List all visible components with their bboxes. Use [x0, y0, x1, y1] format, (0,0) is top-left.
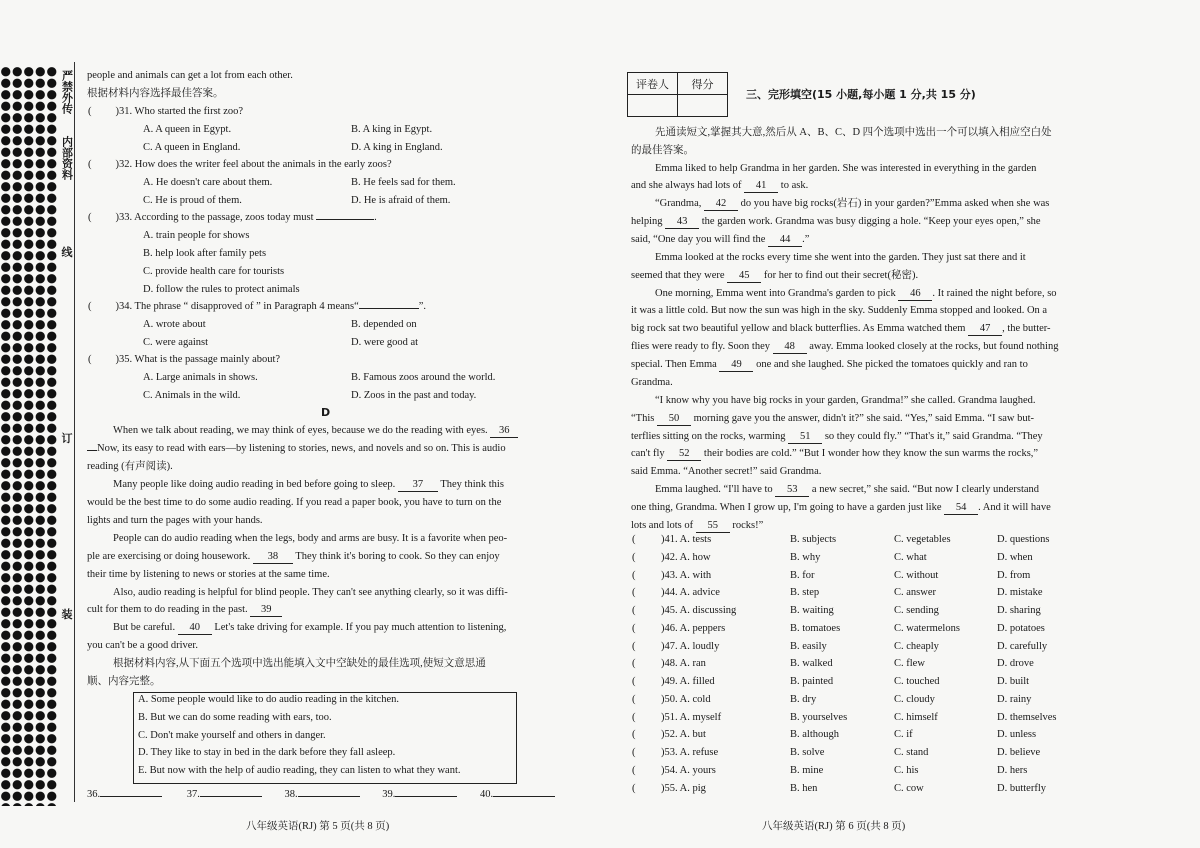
passage-d-line: cult for them to do reading in the past. 39: [87, 601, 282, 619]
section-d-title: D: [321, 406, 331, 419]
passage-d-line: People can do audio reading when the legs, body and arms are busy. It is a favorite when peo-: [113, 533, 508, 544]
blank-55[interactable]: 55: [696, 519, 730, 533]
blank-46[interactable]: 46: [898, 287, 932, 301]
answer-paren[interactable]: (: [632, 782, 636, 794]
option-33-a[interactable]: A. train people for shows: [143, 230, 250, 241]
cloze-line: lots and lots of 55 rocks!”: [631, 520, 764, 531]
cloze-option-45-b[interactable]: B. waiting: [790, 605, 834, 616]
option-35-d[interactable]: D. Zoos in the past and today.: [351, 390, 477, 401]
cloze-option-46-d[interactable]: D. potatoes: [997, 622, 1045, 634]
blank-42[interactable]: 42: [704, 197, 738, 211]
answer-paren[interactable]: (: [632, 569, 636, 581]
cloze-option-53-d[interactable]: D. believe: [997, 747, 1041, 758]
blank-34[interactable]: [359, 308, 419, 309]
cloze-option-50-b[interactable]: B. dry: [790, 693, 817, 705]
cloze-option-43-b[interactable]: B. for: [790, 569, 815, 581]
cloze-option-55-b[interactable]: B. hen: [790, 782, 818, 794]
cloze-option-44-b[interactable]: B. step: [790, 587, 820, 599]
cloze-option-44-d[interactable]: D. mistake: [997, 587, 1043, 599]
cloze-option-47-c[interactable]: C. cheaply: [894, 640, 939, 652]
answer-paren[interactable]: (: [632, 658, 636, 670]
option-d-d: D. They like to stay in bed in the dark before they fall asleep.: [138, 747, 396, 758]
cloze-option-48-b[interactable]: B. walked: [790, 658, 833, 670]
question-34: ( )34. The phrase “ disapproved of ” in Paragraph 4 means“ ”.: [88, 301, 427, 312]
instruction-c: 根据材料内容选择最佳答案。: [87, 88, 224, 99]
question-33: ( )33. According to the passage, zoos today must .: [88, 212, 377, 223]
cloze-option-50-a[interactable]: )50. A. cold: [661, 693, 711, 705]
cloze-option-52-a[interactable]: )52. A. but: [661, 729, 706, 741]
passage-d-line: Also, audio reading is helpful for blind people. They can't see anything clearly, so it was diffi-: [113, 587, 508, 598]
cloze-option-52-d[interactable]: D. unless: [997, 729, 1037, 741]
cloze-option-42-c[interactable]: C. what: [894, 551, 927, 563]
blank-39[interactable]: 39: [250, 603, 282, 617]
passage-d-line: Many people like doing audio reading in bed before going to sleep. 37 They think this: [113, 479, 504, 490]
answer-blank-40[interactable]: [493, 796, 555, 797]
cloze-line: can't fly 52 their bodies are cold.” “But I wonder how they know the sun warms the rocks,”: [631, 448, 1039, 459]
option-35-b[interactable]: B. Famous zoos around the world.: [351, 372, 496, 383]
answer-paren[interactable]: (: [88, 212, 92, 223]
option-d-e: E. But now with the help of audio reading, they can listen to what they want.: [138, 765, 461, 776]
answer-paren[interactable]: (: [88, 301, 92, 312]
page-footer-left: 八年级英语(RJ) 第 5 页(共 8 页): [246, 821, 390, 832]
blank-36-tail: [87, 450, 97, 451]
score-header-grader: 评卷人: [628, 73, 678, 95]
option-32-b[interactable]: B. He feels sad for them.: [351, 177, 456, 188]
cloze-line: Emma looked at the rocks every time she went into the garden. They just sat there and it: [655, 252, 1026, 263]
score-header-score: 得分: [678, 73, 728, 95]
section-title-cloze: 三、完形填空(15 小题,每小题 1 分,共 15 分): [746, 88, 976, 101]
cloze-option-52-c[interactable]: C. if: [894, 729, 913, 741]
answer-paren[interactable]: (: [632, 622, 636, 634]
cloze-option-42-b[interactable]: B. why: [790, 551, 821, 563]
passage-d-line: reading (有声阅读).: [87, 461, 173, 472]
cloze-line: said, “One day you will find the 44 .”: [631, 234, 810, 245]
cloze-option-41-b[interactable]: B. subjects: [790, 534, 837, 545]
cloze-line: terflies sitting on the rocks, warming 51 so they could fly.” “That's it,” said Grandma. “They: [631, 431, 1043, 442]
blank-41[interactable]: 41: [744, 179, 778, 193]
cloze-option-41-c[interactable]: C. vegetables: [894, 534, 951, 545]
cloze-option-55-a[interactable]: )55. A. pig: [661, 782, 706, 794]
blank-44[interactable]: 44: [768, 233, 802, 247]
answer-blank-38[interactable]: [298, 796, 360, 797]
blank-53[interactable]: 53: [775, 483, 809, 497]
options-box-d: [133, 692, 517, 784]
cloze-line: said Emma. “Another secret!” said Grandma.: [631, 466, 822, 477]
question-31: ( )31. Who started the first zoo?: [88, 106, 244, 117]
cloze-option-51-c[interactable]: C. himself: [894, 711, 938, 723]
cloze-option-51-a[interactable]: )51. A. myself: [661, 711, 722, 723]
cloze-option-48-c[interactable]: C. flew: [894, 658, 925, 670]
answer-line-d: 36. 37. 38. 39. 40.: [87, 786, 555, 804]
passage-d-line: you can't be a good driver.: [87, 640, 198, 651]
blank-49[interactable]: 49: [719, 358, 753, 372]
binding-label-bind: 装: [61, 608, 73, 621]
passage-d-line: would be the best time to do some audio reading. If you read a paper book, you have to turn on the: [87, 497, 502, 508]
option-35-a[interactable]: A. Large animals in shows.: [143, 372, 258, 383]
answer-blank-39[interactable]: [395, 796, 457, 797]
cloze-line: “I know why you have big rocks in your garden, Grandma!” she called. Grandma laughed.: [655, 395, 1036, 406]
cloze-line: seemed that they were 45 for her to find out their secret(秘密).: [631, 270, 919, 281]
cloze-line: it was a little cold. But now the sun was high in the sky. Suddenly Emma stopped and looked. On a: [631, 305, 1048, 316]
blank-54[interactable]: 54: [944, 501, 978, 515]
instruction-d: 根据材料内容,从下面五个选项中选出能填入文中空缺处的最佳选项,使短文意思通: [113, 658, 486, 669]
blank-38[interactable]: 38: [253, 550, 293, 564]
cloze-option-42-d[interactable]: D. when: [997, 551, 1033, 563]
cloze-option-43-d[interactable]: D. from: [997, 569, 1031, 581]
binding-hole-pattern: [0, 66, 58, 806]
answer-paren[interactable]: (: [632, 587, 636, 599]
cloze-option-43-a[interactable]: )43. A. with: [661, 569, 712, 581]
answer-paren[interactable]: (: [632, 640, 636, 652]
cloze-option-54-d[interactable]: D. hers: [997, 764, 1028, 776]
passage-d-line: Now, its easy to read with ears—by listening to stories, news, and novels and so on. This is audio: [87, 440, 506, 458]
answer-paren[interactable]: (: [632, 551, 636, 563]
cloze-option-44-a[interactable]: )44. A. advice: [661, 587, 720, 599]
answer-paren[interactable]: (: [632, 764, 636, 776]
cloze-line: flies were ready to fly. Soon they 48 away. Emma looked closely at the rocks, but found nothing: [631, 341, 1059, 352]
option-d-c: C. Don't make yourself and others in danger.: [138, 730, 326, 741]
cloze-line: special. Then Emma 49 one and she laughed. She picked the tomatoes quickly and ran to: [631, 359, 1028, 370]
cloze-option-41-d[interactable]: D. questions: [997, 534, 1050, 545]
instruction-cloze: 先通读短文,掌握其大意,然后从 A、B、C、D 四个选项中选出一个可以填入相应空白处: [655, 127, 1052, 138]
answer-paren[interactable]: (: [632, 693, 636, 705]
cloze-option-55-c[interactable]: C. cow: [894, 782, 924, 794]
cloze-option-47-b[interactable]: B. easily: [790, 640, 827, 652]
cloze-option-54-c[interactable]: C. his: [894, 764, 919, 776]
option-31-a[interactable]: A. A queen in Egypt.: [143, 124, 232, 135]
cloze-option-53-a[interactable]: )53. A. refuse: [661, 747, 719, 758]
answer-paren[interactable]: (: [88, 159, 92, 170]
binding-label-line: 线: [61, 246, 73, 259]
binding-label-confidential: 严禁外传: [60, 70, 74, 114]
question-32: ( )32. How does the writer feel about the animals in the early zoos?: [88, 159, 392, 170]
option-34-b[interactable]: B. depended on: [351, 319, 417, 330]
option-d-b: B. But we can do some reading with ears, too.: [138, 712, 332, 723]
instruction-d-cont: 顺、内容完整。: [87, 676, 161, 687]
blank-50[interactable]: 50: [657, 412, 691, 426]
cloze-line: helping 43 the garden work. Grandma was busy digging a hole. “Keep your eyes open,” she: [631, 216, 1041, 227]
cloze-option-44-c[interactable]: C. answer: [894, 587, 936, 599]
option-34-a[interactable]: A. wrote about: [143, 319, 206, 330]
blank-36[interactable]: 36: [490, 424, 518, 438]
blank-45[interactable]: 45: [727, 269, 761, 283]
cloze-option-47-a[interactable]: )47. A. loudly: [661, 640, 720, 652]
cloze-option-49-a[interactable]: )49. A. filled: [661, 676, 715, 687]
option-d-a: A. Some people would like to do audio reading in the kitchen.: [138, 694, 399, 705]
option-35-c[interactable]: C. Animals in the wild.: [143, 390, 241, 401]
score-cell-grader[interactable]: [628, 95, 678, 117]
cloze-line: One morning, Emma went into Grandma's garden to pick 46 . It rained the night before, so: [655, 288, 1057, 299]
cloze-option-54-a[interactable]: )54. A. yours: [661, 764, 716, 776]
option-33-b[interactable]: B. help look after family pets: [143, 248, 267, 259]
cloze-option-46-c[interactable]: C. watermelons: [894, 622, 960, 634]
cloze-option-51-b[interactable]: B. yourselves: [790, 711, 848, 723]
answer-paren[interactable]: (: [632, 747, 636, 758]
instruction-cloze-cont: 的最佳答案。: [631, 145, 694, 156]
score-cell-score[interactable]: [678, 95, 728, 117]
cloze-option-48-d[interactable]: D. drove: [997, 658, 1034, 670]
blank-48[interactable]: 48: [773, 340, 807, 354]
binding-label-staple: 订: [61, 432, 73, 445]
answer-paren[interactable]: (: [632, 711, 636, 723]
passage-d-line: lights and turn the pages with your hands.: [87, 515, 263, 526]
option-32-d[interactable]: D. He is afraid of them.: [351, 195, 451, 206]
cloze-option-48-a[interactable]: )48. A. ran: [661, 658, 706, 670]
cloze-option-43-c[interactable]: C. without: [894, 569, 939, 581]
option-33-d[interactable]: D. follow the rules to protect animals: [143, 284, 300, 295]
cloze-option-46-b[interactable]: B. tomatoes: [790, 622, 841, 634]
page-footer-right: 八年级英语(RJ) 第 6 页(共 8 页): [762, 821, 906, 832]
cloze-option-45-a[interactable]: )45. A. discussing: [661, 605, 737, 616]
passage-d-line: ple are exercising or doing housework. 38 They think it's boring to cook. So they can enjoy: [87, 551, 500, 562]
passage-c-end: people and animals can get a lot from each other.: [87, 70, 293, 81]
cloze-option-49-d[interactable]: D. built: [997, 676, 1030, 687]
score-table: [627, 72, 728, 117]
binding-label-internal: 内部资料: [60, 136, 74, 180]
cloze-option-41-a[interactable]: )41. A. tests: [661, 534, 712, 545]
blank-37[interactable]: 37: [398, 478, 438, 492]
cloze-line: Emma liked to help Grandma in her garden. She was interested in everything in the garden: [655, 163, 1037, 174]
cloze-line: and she always had lots of 41 to ask.: [631, 180, 809, 191]
option-31-b[interactable]: B. A king in Egypt.: [351, 124, 433, 135]
cloze-option-54-b[interactable]: B. mine: [790, 764, 824, 776]
answer-paren[interactable]: (: [632, 605, 636, 616]
cloze-line: big rock sat two beautiful yellow and black butterflies. As Emma watched them 47 , the butter-: [631, 323, 1051, 334]
cloze-option-46-a[interactable]: )46. A. peppers: [661, 622, 726, 634]
cloze-option-49-b[interactable]: B. painted: [790, 676, 834, 687]
cloze-line: Emma laughed. “I'll have to 53 a new secret,” she said. “But now I clearly understand: [655, 484, 1040, 495]
cloze-option-47-d[interactable]: D. carefully: [997, 640, 1048, 652]
passage-d-line: When we talk about reading, we may think of eyes, because we do the reading with eyes. 36: [113, 422, 518, 440]
cloze-option-45-d[interactable]: D. sharing: [997, 605, 1041, 616]
blank-33[interactable]: [316, 219, 374, 220]
answer-paren[interactable]: (: [88, 106, 92, 117]
answer-blank-36[interactable]: [100, 796, 162, 797]
option-31-d[interactable]: D. A king in England.: [351, 142, 443, 153]
option-33-c[interactable]: C. provide health care for tourists: [143, 266, 285, 277]
answer-paren[interactable]: (: [632, 676, 636, 687]
option-32-a[interactable]: A. He doesn't care about them.: [143, 177, 273, 188]
answer-blank-37[interactable]: [200, 796, 262, 797]
cloze-line: “This 50 morning gave you the answer, didn't it?” she said. “Yes,” said Emma. “I saw but-: [631, 413, 1034, 424]
blank-43[interactable]: 43: [665, 215, 699, 229]
cloze-line: Grandma.: [631, 377, 673, 388]
cloze-option-42-a[interactable]: )42. A. how: [661, 551, 711, 563]
cloze-option-51-d[interactable]: D. themselves: [997, 711, 1057, 723]
passage-d-line: their time by listening to news or stories at the same time.: [87, 569, 330, 580]
binding-line: [74, 62, 75, 802]
blank-40[interactable]: 40: [178, 621, 212, 635]
cloze-option-49-c[interactable]: C. touched: [894, 676, 940, 687]
question-35: ( )35. What is the passage mainly about?: [88, 354, 281, 365]
cloze-option-52-b[interactable]: B. although: [790, 729, 839, 741]
blank-47[interactable]: 47: [968, 322, 1002, 336]
option-34-d[interactable]: D. were good at: [351, 337, 419, 348]
cloze-option-55-d[interactable]: D. butterfly: [997, 782, 1046, 794]
cloze-line: one thing, Grandma. When I grow up, I'm going to have a garden just like 54 . And it will have: [631, 502, 1051, 513]
answer-paren[interactable]: (: [632, 534, 636, 545]
cloze-option-45-c[interactable]: C. sending: [894, 605, 939, 616]
passage-d-line: But be careful. 40 Let's take driving for example. If you pay much attention to listening,: [113, 622, 507, 633]
answer-paren[interactable]: (: [632, 729, 636, 741]
cloze-option-50-c[interactable]: C. cloudy: [894, 693, 935, 705]
cloze-option-53-b[interactable]: B. solve: [790, 747, 825, 758]
cloze-option-53-c[interactable]: C. stand: [894, 747, 929, 758]
option-34-c[interactable]: C. were against: [143, 337, 209, 348]
cloze-line: “Grandma, 42 do you have big rocks(岩石) in your garden?”Emma asked when she was: [655, 198, 1050, 209]
answer-paren[interactable]: (: [88, 354, 92, 365]
option-31-c[interactable]: C. A queen in England.: [143, 142, 241, 153]
option-32-c[interactable]: C. He is proud of them.: [143, 195, 242, 206]
cloze-option-50-d[interactable]: D. rainy: [997, 693, 1032, 705]
blank-52[interactable]: 52: [667, 447, 701, 461]
blank-51[interactable]: 51: [788, 430, 822, 444]
